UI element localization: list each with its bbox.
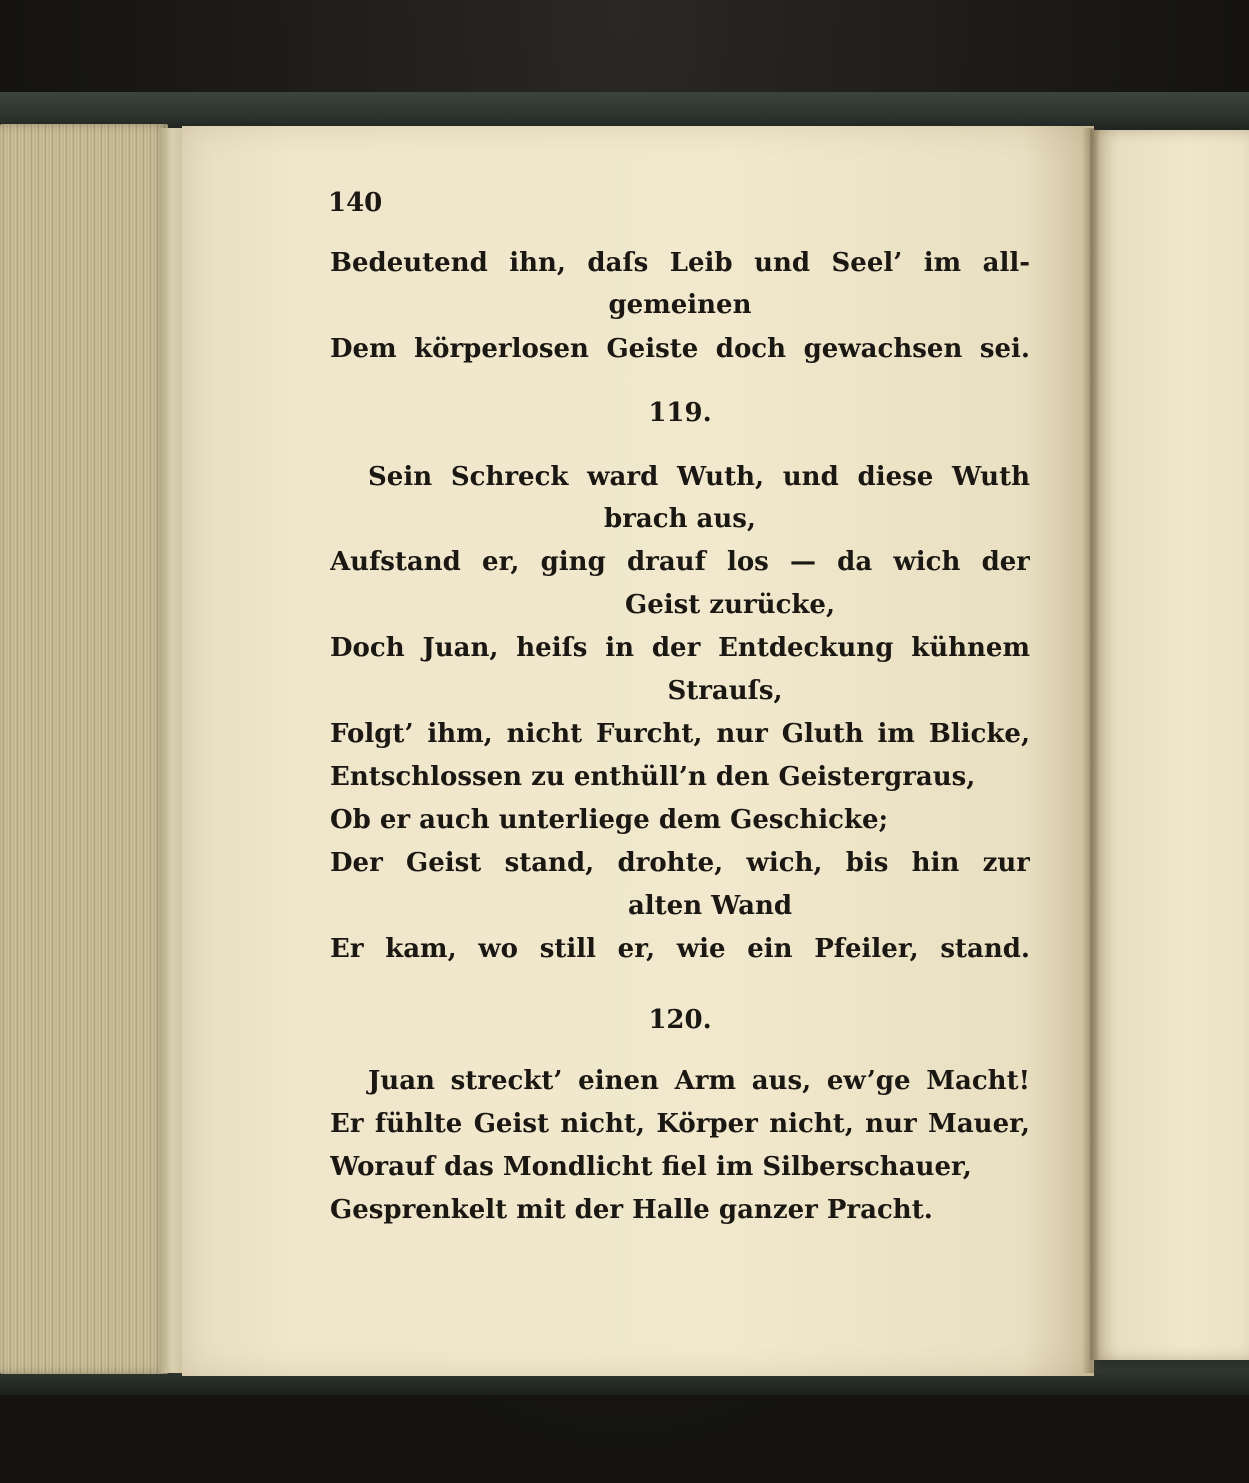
text-line: Entschlossen zu enthüll’n den Geistergraus, <box>330 762 976 792</box>
text-line: Folgt’ ihm, nicht Furcht, nur Gluth im Blicke, <box>330 719 1030 749</box>
text-line: Geist zurücke, <box>624 590 836 620</box>
text-line: alten Wand <box>627 891 793 921</box>
text-line: Worauf das Mondlicht fiel im Silberschauer, <box>330 1152 972 1182</box>
text-line: Dem körperlosen Geiste doch gewachsen sei. <box>330 334 1030 364</box>
text-line: Sein Schreck ward Wuth, und diese Wuth <box>368 462 1030 492</box>
text-line: Bedeutend ihn, daſs Leib und Seel’ im all- <box>330 248 1030 278</box>
stanza-number: 120. <box>648 1005 712 1035</box>
stanza-number: 119. <box>648 398 712 428</box>
text-line: Der Geist stand, drohte, wich, bis hin zur <box>330 848 1030 878</box>
text-line: Strauſs, <box>667 676 783 706</box>
text-line: brach aus, <box>604 504 756 534</box>
spine-fold <box>1082 128 1100 1373</box>
text-line: Er kam, wo still er, wie ein Pfeiler, stand. <box>330 934 1030 964</box>
right-page <box>1090 130 1249 1360</box>
page-number: 140 <box>328 188 383 218</box>
text-line: Gesprenkelt mit der Halle ganzer Pracht. <box>330 1195 933 1225</box>
text-line: Juan streckt’ einen Arm aus, ew’ge Macht! <box>368 1066 1030 1096</box>
page-block-edges <box>0 124 168 1374</box>
text-line: Er fühlte Geist nicht, Körper nicht, nur Mauer, <box>330 1109 1030 1139</box>
text-line: Doch Juan, heiſs in der Entdeckung kühnem <box>330 633 1030 663</box>
text-line: Ob er auch unterliege dem Geschicke; <box>330 805 889 835</box>
text-line: Aufstand er, ging drauf los — da wich der <box>330 547 1030 577</box>
text-line: gemeinen <box>608 290 752 320</box>
